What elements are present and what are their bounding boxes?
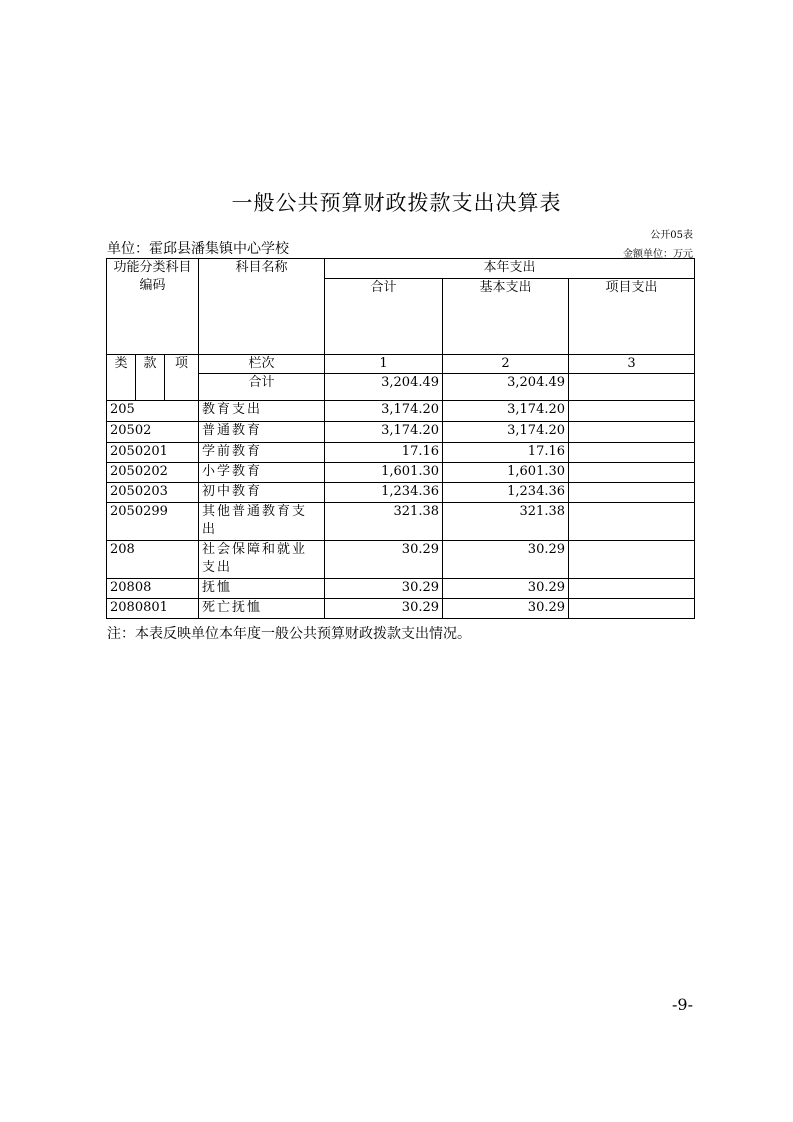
row-code: 205 [107,401,199,422]
row-project [569,599,695,619]
row-project [569,483,695,503]
row-total: 30.29 [325,541,443,579]
currency-label: 金额单位：万元 [623,249,693,260]
row-code: 2050202 [107,463,199,483]
table-row [107,579,695,599]
table-row [107,422,695,443]
row-name: 小学教育 [199,463,325,483]
table-row [107,599,695,619]
total-row-project [569,374,695,401]
row-basic: 30.29 [443,579,569,599]
row-basic: 30.29 [443,541,569,579]
row-total: 30.29 [325,599,443,619]
row-basic: 321.38 [443,503,569,541]
header-basic: 基本支出 [443,279,569,355]
row-code: 2050203 [107,483,199,503]
row-name: 学前教育 [199,443,325,463]
header-code-group: 功能分类科目编码 [107,259,199,355]
total-row-total: 3,204.49 [325,374,443,401]
row-project [569,463,695,483]
row-project [569,579,695,599]
header-kuan: 款 [136,355,165,401]
col-index-2: 2 [443,355,569,374]
table-note: 注：本表反映单位本年度一般公共预算财政拨款支出情况。 [107,626,471,642]
header-project: 项目支出 [569,279,695,355]
row-name: 初中教育 [199,483,325,503]
row-basic: 1,234.36 [443,483,569,503]
row-name: 普通教育 [199,422,325,443]
row-total: 3,174.20 [325,401,443,422]
row-basic: 17.16 [443,443,569,463]
header-lanci: 栏次 [199,355,325,374]
page-title: 一般公共预算财政拨款支出决算表 [231,191,562,215]
total-row-label: 合计 [199,374,325,401]
row-project [569,541,695,579]
header-total: 合计 [325,279,443,355]
row-basic: 3,174.20 [443,422,569,443]
header-lei: 类 [107,355,136,401]
row-code: 208 [107,541,199,579]
row-total: 17.16 [325,443,443,463]
row-project [569,503,695,541]
row-name: 死亡抚恤 [199,599,325,619]
row-basic: 3,174.20 [443,401,569,422]
table-row [107,483,695,503]
header-this-year: 本年支出 [325,259,695,279]
row-total: 321.38 [325,503,443,541]
row-code: 2080801 [107,599,199,619]
table-row [107,503,695,541]
row-name: 社会保障和就业支出 [199,541,325,579]
row-name: 教育支出 [199,401,325,422]
row-basic: 30.29 [443,599,569,619]
row-project [569,443,695,463]
row-total: 3,174.20 [325,422,443,443]
row-code: 20502 [107,422,199,443]
row-code: 2050201 [107,443,199,463]
table-row [107,401,695,422]
total-row-basic: 3,204.49 [443,374,569,401]
header-xiang: 项 [165,355,199,401]
page-number: -9- [672,995,693,1014]
form-number: 公开05表 [650,230,693,241]
table-row [107,463,695,483]
col-index-3: 3 [569,355,695,374]
row-project [569,401,695,422]
header-name: 科目名称 [199,259,325,355]
expenditure-table [106,258,695,619]
row-code: 2050299 [107,503,199,541]
row-name: 抚恤 [199,579,325,599]
unit-label: 单位：霍邱县潘集镇中心学校 [107,241,289,257]
row-code: 20808 [107,579,199,599]
row-total: 1,234.36 [325,483,443,503]
row-project [569,422,695,443]
row-total: 1,601.30 [325,463,443,483]
table-row [107,443,695,463]
table-row [107,541,695,579]
row-name: 其他普通教育支出 [199,503,325,541]
row-total: 30.29 [325,579,443,599]
row-basic: 1,601.30 [443,463,569,483]
col-index-1: 1 [325,355,443,374]
